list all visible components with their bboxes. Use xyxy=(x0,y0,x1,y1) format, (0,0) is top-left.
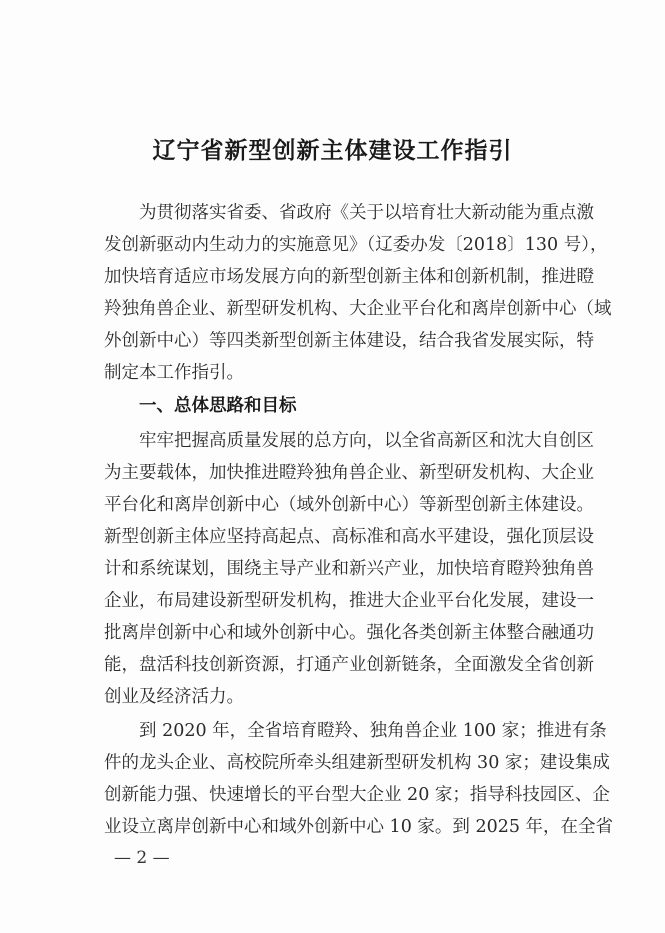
body-line: 批离岸创新中心和域外创新中心。强化各类创新主体整合融通功 xyxy=(104,623,594,643)
body-line: 企业，布局建设新型研发机构，推进大企业平台化发展，建设一 xyxy=(104,591,594,611)
intro-line: 发创新驱动内生动力的实施意见》（辽委办发〔2018〕130 号）， xyxy=(104,235,608,255)
body-line: 平台化和离岸创新中心（域外创新中心）等新型创新主体建设。 xyxy=(104,495,594,515)
intro-line: 加快培育适应市场发展方向的新型创新主体和创新机制，推进瞪 xyxy=(104,267,594,287)
body-line: 牢牢把握高质量发展的总方向，以全省高新区和沈大自创区 xyxy=(139,431,594,451)
body-line: 创业及经济活力。 xyxy=(104,687,244,707)
intro-line: 羚独角兽企业、新型研发机构、大企业平台化和离岸创新中心（域 xyxy=(104,299,612,319)
intro-line: 为贯彻落实省委、省政府《关于以培育壮大新动能为重点激 xyxy=(139,203,594,223)
body-line: 创新能力强、快速增长的平台型大企业 20 家；指导科技园区、企 xyxy=(104,785,610,805)
body-line: 为主要载体，加快推进瞪羚独角兽企业、新型研发机构、大企业 xyxy=(104,463,594,483)
body-line: 能，盘活科技创新资源，打通产业创新链条，全面激发全省创新 xyxy=(104,655,594,675)
section-heading: 一、总体思路和目标 xyxy=(139,396,297,416)
intro-line: 制定本工作指引。 xyxy=(104,363,244,383)
document-title: 辽宁省新型创新主体建设工作指引 xyxy=(152,138,513,164)
body-line: 业设立离岸创新中心和域外创新中心 10 家。到 2025 年，在全省 xyxy=(104,817,614,837)
page-number: — 2 — xyxy=(114,848,170,868)
body-line: 到 2020 年，全省培育瞪羚、独角兽企业 100 家；推进有条 xyxy=(139,721,607,741)
intro-line: 外创新中心）等四类新型创新主体建设，结合我省发展实际，特 xyxy=(104,331,594,351)
body-line: 新型创新主体应坚持高起点、高标准和高水平建设，强化顶层设 xyxy=(104,527,594,547)
body-line: 件的龙头企业、高校院所牵头组建新型研发机构 30 家；建设集成 xyxy=(104,753,610,773)
body-line: 计和系统谋划，围绕主导产业和新兴产业，加快培育瞪羚独角兽 xyxy=(104,559,594,579)
